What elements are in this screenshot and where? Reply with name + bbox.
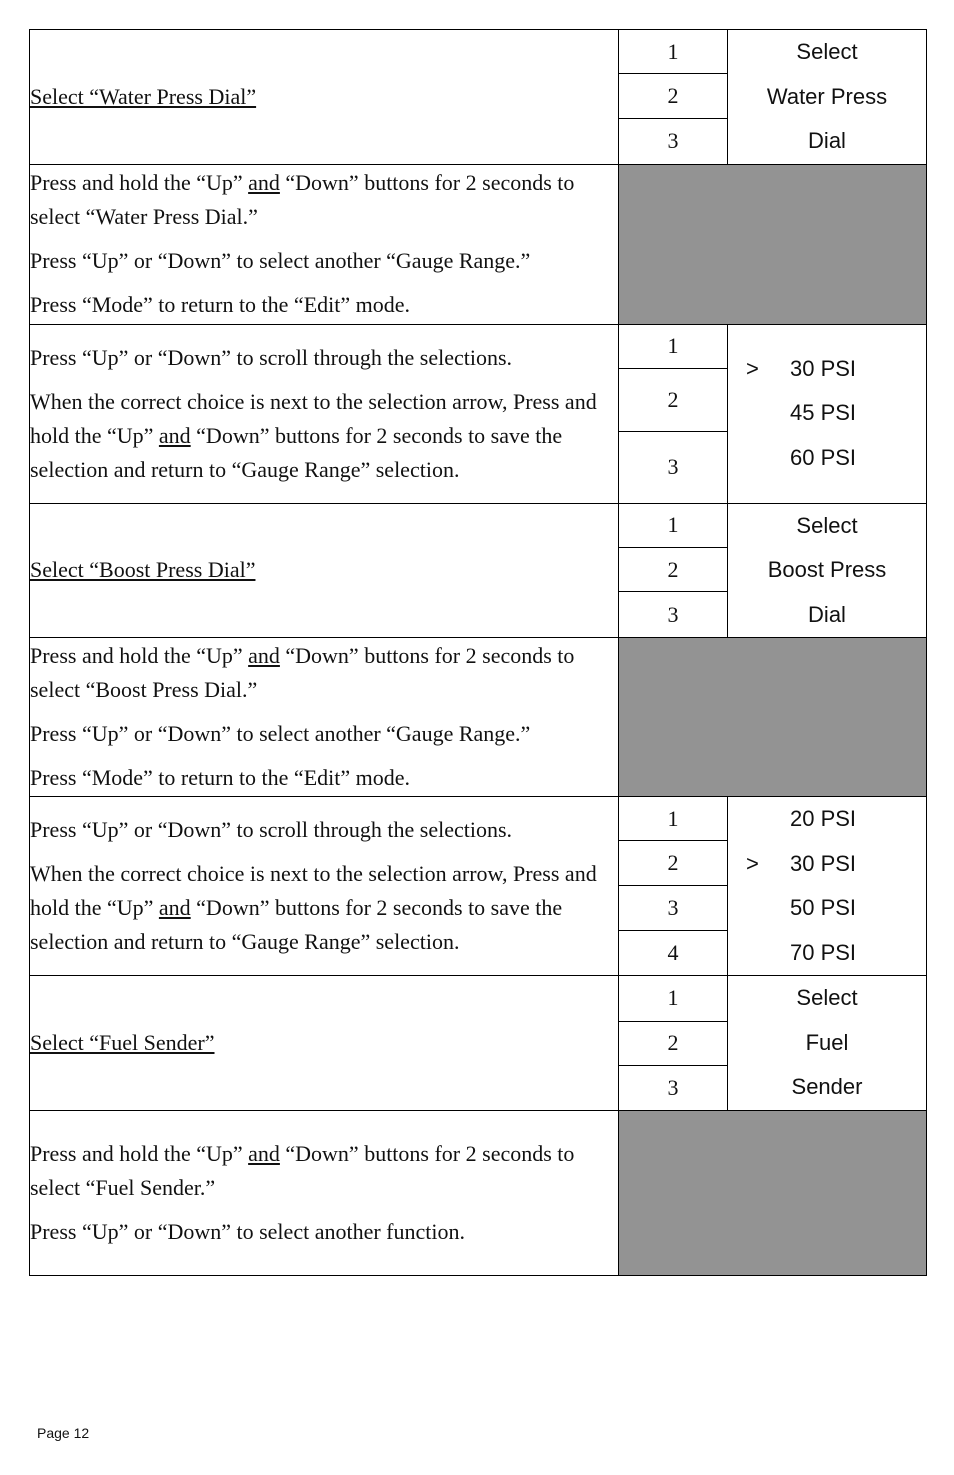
instruction-cell bbox=[30, 797, 619, 976]
selection-arrow: > bbox=[746, 355, 759, 381]
option-number: 2 bbox=[619, 74, 728, 118]
instruction-paragraph bbox=[30, 1137, 618, 1205]
emphasis-and: and bbox=[158, 895, 191, 920]
shaded-cell bbox=[619, 164, 927, 324]
display-line: Select bbox=[796, 512, 858, 538]
step-heading: Select “Fuel Sender” bbox=[30, 1029, 215, 1055]
instruction-paragraph: Press “Mode” to return to the “Edit” mode. bbox=[30, 765, 411, 790]
page-number: Page 12 bbox=[37, 1425, 90, 1441]
option-number: 2 bbox=[619, 841, 728, 886]
text-run: When the correct choice is next to the selection arrow, Press and hold the “Up” bbox=[30, 861, 597, 920]
selection-arrow: > bbox=[746, 850, 759, 876]
display-option bbox=[728, 886, 926, 931]
display-option bbox=[728, 347, 926, 392]
instruction-cell bbox=[30, 638, 619, 797]
option-value: 60 PSI bbox=[790, 444, 857, 470]
display-readout bbox=[728, 503, 927, 638]
shaded-cell bbox=[619, 1110, 927, 1275]
option-number: 3 bbox=[619, 118, 728, 164]
option-number: 1 bbox=[619, 797, 728, 841]
instruction-paragraph bbox=[30, 385, 618, 487]
emphasis-and: and bbox=[158, 422, 191, 448]
display-line: Water Press bbox=[766, 83, 888, 109]
text-run: “Down” buttons for 2 seconds to save the selection and return to “Gauge Range” selection. bbox=[30, 895, 563, 954]
instruction-cell bbox=[30, 164, 619, 324]
instruction-paragraph: Press “Up” or “Down” to select another function. bbox=[30, 1218, 465, 1244]
option-number: 3 bbox=[619, 1066, 728, 1111]
display-option bbox=[728, 436, 926, 481]
instruction-paragraph bbox=[30, 857, 618, 959]
emphasis-and: and bbox=[248, 1140, 280, 1166]
option-number: 1 bbox=[619, 503, 728, 547]
emphasis-and: and bbox=[248, 643, 280, 668]
display-readout bbox=[728, 324, 927, 503]
instruction-paragraph: Press “Up” or “Down” to select another “Gauge Range.” bbox=[30, 248, 531, 273]
emphasis-and: and bbox=[248, 170, 280, 195]
option-value: 30 PSI bbox=[790, 850, 857, 876]
display-line: Boost Press bbox=[767, 557, 887, 582]
instruction-paragraph: Press “Up” or “Down” to select another “Gauge Range.” bbox=[30, 721, 531, 746]
instruction-cell bbox=[30, 1110, 619, 1275]
shaded-cell bbox=[619, 638, 927, 797]
option-number: 2 bbox=[619, 547, 728, 591]
option-value: 50 PSI bbox=[790, 895, 857, 920]
option-number: 3 bbox=[619, 592, 728, 638]
option-number: 1 bbox=[619, 30, 728, 74]
option-value: 20 PSI bbox=[790, 806, 857, 831]
instruction-paragraph: Press “Up” or “Down” to scroll through the selections. bbox=[30, 344, 513, 370]
option-number: 1 bbox=[619, 324, 728, 368]
instruction-paragraph bbox=[30, 166, 618, 234]
display-option bbox=[728, 797, 926, 842]
step-heading: Select “Boost Press Dial” bbox=[30, 557, 256, 583]
display-option bbox=[728, 391, 926, 436]
display-readout bbox=[728, 976, 927, 1111]
text-run: “Down” buttons for 2 seconds to select “Fuel Sender.” bbox=[30, 1140, 575, 1200]
text-run: When the correct choice is next to the selection arrow, Press and hold the “Up” bbox=[30, 388, 597, 448]
step-heading: Select “Water Press Dial” bbox=[30, 83, 257, 109]
option-number: 3 bbox=[619, 886, 728, 930]
display-line: Select bbox=[796, 39, 858, 64]
display-line: Dial bbox=[808, 128, 846, 153]
text-run: “Down” buttons for 2 seconds to select “Boost Press Dial.” bbox=[30, 643, 575, 702]
display-line: Sender bbox=[791, 1074, 863, 1099]
option-number: 2 bbox=[619, 368, 728, 431]
option-value: 45 PSI bbox=[790, 400, 857, 426]
step-heading-cell bbox=[30, 503, 619, 638]
text-run: Press and hold the “Up” bbox=[30, 170, 249, 195]
step-heading-cell bbox=[30, 976, 619, 1111]
display-readout bbox=[728, 797, 927, 976]
option-number: 3 bbox=[619, 431, 728, 503]
display-line: Fuel bbox=[805, 1029, 849, 1055]
text-run: “Down” buttons for 2 seconds to select “Water Press Dial.” bbox=[30, 170, 575, 229]
instruction-table bbox=[29, 29, 927, 1276]
display-readout bbox=[728, 30, 927, 165]
step-heading-cell bbox=[30, 30, 619, 165]
option-number: 1 bbox=[619, 976, 728, 1022]
instruction-paragraph bbox=[30, 639, 618, 707]
option-value: 30 PSI bbox=[790, 355, 857, 381]
instruction-paragraph: Press “Up” or “Down” to scroll through the selections. bbox=[30, 817, 513, 842]
option-number: 4 bbox=[619, 930, 728, 975]
display-line: Select bbox=[796, 985, 858, 1010]
text-run: Press and hold the “Up” bbox=[30, 1140, 249, 1166]
text-run: Press and hold the “Up” bbox=[30, 643, 249, 668]
display-line: Dial bbox=[808, 601, 846, 627]
option-number: 2 bbox=[619, 1021, 728, 1065]
display-option bbox=[728, 842, 926, 887]
text-run: “Down” buttons for 2 seconds to save the selection and return to “Gauge Range” selection. bbox=[30, 422, 563, 482]
instruction-paragraph: Press “Mode” to return to the “Edit” mode. bbox=[30, 292, 411, 317]
instruction-cell bbox=[30, 324, 619, 503]
display-option bbox=[728, 931, 926, 976]
option-value: 70 PSI bbox=[790, 939, 857, 965]
